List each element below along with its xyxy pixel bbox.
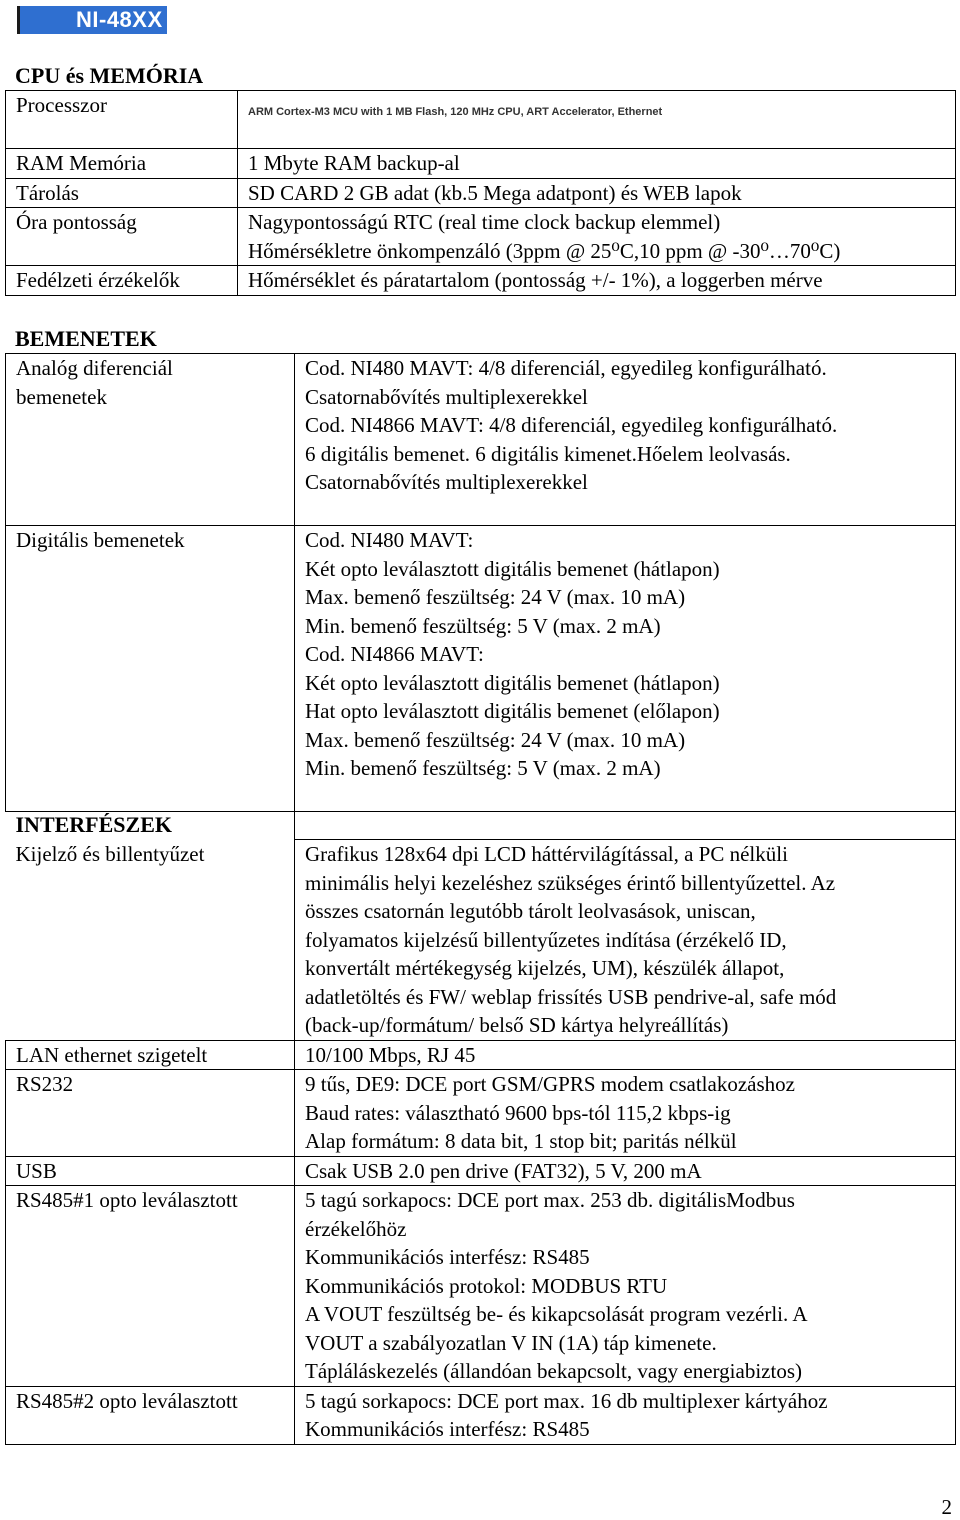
page-number: 2	[941, 1495, 952, 1519]
table-row	[6, 1156, 956, 1186]
usb-value: Csak USB 2.0 pen drive (FAT32), 5 V, 200 mA	[295, 1156, 956, 1186]
table-row	[6, 91, 956, 149]
inputs-table	[5, 353, 956, 812]
analog-value: Cod. NI480 MAVT: 4/8 diferenciál, egyedileg konfigurálható. Csatornabővítés multiplexerekkel Cod. NI4866 MAVT: 4/8 diferenciál, egyedileg konfigurálható. 6 digitális bemenet. 6 digitális kimenet.Hőelem leolvasás. Csatornabővítés multiplexerekkel	[295, 354, 956, 526]
clock-label: Óra pontosság	[6, 208, 238, 266]
storage-label: Tárolás	[6, 178, 238, 208]
display-label: Kijelző és billentyűzet	[6, 840, 295, 1041]
interfaces-heading: INTERFÉSZEK	[15, 812, 172, 837]
rs485-1-label: RS485#1 opto leválasztott	[6, 1186, 295, 1387]
inputs-heading: BEMENETEK	[15, 326, 157, 351]
table-row	[6, 178, 956, 208]
table-row	[6, 1070, 956, 1157]
digital-value: Cod. NI480 MAVT: Két opto leválasztott digitális bemenet (hátlapon) Max. bemenő feszültség: 24 V (max. 10 mA) Min. bemenő feszültség: 5 V (max. 2 mA) Cod. NI4866 MAVT: Két opto leválasztott digitális bemenet (hátlapon) Hat opto leválasztott digitális bemenet (előlapon) Max. bemenő feszültség: 24 V (max. 10 mA) Min. bemenő feszültség: 5 V (max. 2 mA)	[295, 526, 956, 812]
sensors-label: Fedélzeti érzékelők	[6, 266, 238, 296]
table-row	[6, 1186, 956, 1387]
table-row	[6, 208, 956, 266]
table-row	[6, 354, 956, 526]
sensors-value: Hőmérséklet és páratartalom (pontosság +/- 1%), a loggerben mérve	[238, 266, 956, 296]
cpu-memory-heading: CPU és MEMÓRIA	[15, 63, 204, 88]
interfaces-heading-cell	[6, 811, 295, 840]
table-row	[6, 1040, 956, 1070]
lan-label: LAN ethernet szigetelt	[6, 1040, 295, 1070]
processor-label: Processzor	[6, 91, 238, 149]
table-row	[6, 266, 956, 296]
analog-label: Analóg diferenciál bemenetek	[6, 354, 295, 526]
display-value: Grafikus 128x64 dpi LCD háttérvilágítással, a PC nélküli minimális helyi kezeléshez szükséges érintő billentyűzettel. Az összes csatornán legutóbb tárolt leolvasások, uniscan, folyamatos kijelzésű billentyűzetes indítása (érzékelő ID, konvertált mértékegység kijelzés, UM), készülék állapot, adatletöltés és FW/ weblap frissítés USB pendrive-al, safe mód (back-up/formátum/ belső SD kártya helyreállítás)	[295, 840, 956, 1041]
storage-value: SD CARD 2 GB adat (kb.5 Mega adatpont) és WEB lapok	[238, 178, 956, 208]
table-row	[6, 840, 956, 1041]
interfaces-heading-spacer	[295, 811, 956, 840]
rs485-1-value: 5 tagú sorkapocs: DCE port max. 253 db. digitálisModbus érzékelőhöz Kommunikációs interfész: RS485 Kommunikációs protokol: MODBUS RTU A VOUT feszültség be- és kikapcsolását program vezérli. A VOUT a szabályozatlan V IN (1A) táp kimenete. Tápláláskezelés (állandóan bekapcsolt, vagy energiabiztos)	[295, 1186, 956, 1387]
digital-label: Digitális bemenetek	[6, 526, 295, 812]
ram-label: RAM Memória	[6, 149, 238, 179]
rs485-2-value: 5 tagú sorkapocs: DCE port max. 16 db multiplexer kártyához Kommunikációs interfész: RS485	[295, 1386, 956, 1444]
usb-label: USB	[6, 1156, 295, 1186]
rs232-label: RS232	[6, 1070, 295, 1157]
processor-image: ARM Cortex-M3 MCU with 1 MB Flash, 120 MHz CPU, ART Accelerator, Ethernet	[248, 106, 663, 118]
rs485-2-label: RS485#2 opto leválasztott	[6, 1386, 295, 1444]
processor-value	[238, 91, 956, 149]
table-row	[6, 1386, 956, 1444]
table-row	[6, 811, 956, 840]
interfaces-table	[5, 811, 956, 1445]
ram-value: 1 Mbyte RAM backup-al	[238, 149, 956, 179]
brand-logo	[17, 6, 167, 34]
logo-text: NI-48XX	[76, 7, 163, 32]
cpu-table	[5, 90, 956, 296]
rs232-value: 9 tűs, DE9: DCE port GSM/GPRS modem csatlakozáshoz Baud rates: választható 9600 bps-tól 115,2 kbps-ig Alap formátum: 8 data bit, 1 stop bit; paritás nélkül	[295, 1070, 956, 1157]
table-row	[6, 526, 956, 812]
table-row	[6, 149, 956, 179]
lan-value: 10/100 Mbps, RJ 45	[295, 1040, 956, 1070]
clock-value: Nagypontosságú RTC (real time clock backup elemmel) Hőmérsékletre önkompenzáló (3ppm @ 25⁰C,10 ppm @ -30⁰…70⁰C)	[238, 208, 956, 266]
